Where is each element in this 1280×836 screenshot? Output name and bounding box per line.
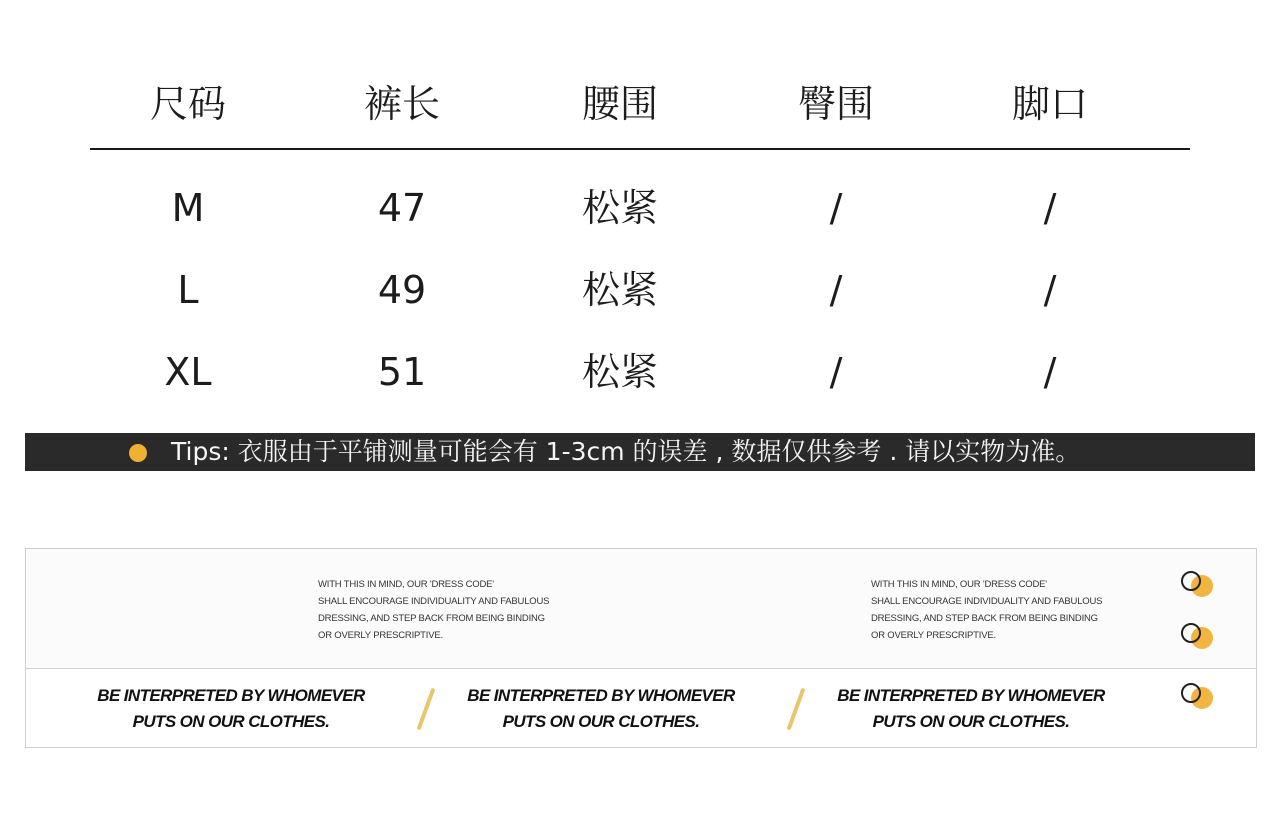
cell-hip: / (829, 350, 843, 394)
cell-length: 47 (377, 186, 427, 230)
cell-hip: / (829, 268, 843, 312)
slogan (821, 683, 1121, 735)
brand-banner (25, 548, 1257, 748)
dress-code-line: OR OVERLY PRESCRIPTIVE. (318, 630, 443, 641)
slogan-line: BE INTERPRETED BY WHOMEVER (97, 686, 365, 705)
cell-size: XL (164, 350, 212, 394)
table-row (90, 176, 1190, 258)
header-divider (90, 148, 1190, 150)
dress-code-line: WITH THIS IN MIND, OUR 'DRESS CODE' (871, 579, 1047, 590)
header-hip: 臀围 (797, 82, 874, 126)
tips-bar (25, 433, 1255, 471)
dress-code-text (318, 576, 549, 644)
rings-logo-icon (1181, 683, 1217, 711)
cell-waist: 松紧 (581, 186, 658, 230)
dress-code-line: OR OVERLY PRESCRIPTIVE. (871, 630, 996, 641)
cell-size: L (177, 268, 199, 312)
dress-code-line: DRESSING, AND STEP BACK FROM BEING BINDING (871, 613, 1098, 624)
header-hem: 脚口 (1011, 82, 1088, 126)
tips-text: Tips: 衣服由于平铺测量可能会有 1-3cm 的误差 , 数据仅供参考 . 请以实物为准。 (171, 437, 1081, 466)
cell-waist: 松紧 (581, 350, 658, 394)
size-table (90, 72, 1190, 394)
header-size: 尺码 (149, 82, 226, 126)
dress-code-line: WITH THIS IN MIND, OUR 'DRESS CODE' (318, 579, 494, 590)
cell-size: M (171, 186, 205, 230)
cell-length: 51 (377, 350, 427, 394)
cell-hem: / (1043, 350, 1057, 394)
rings-logo-icon (1181, 571, 1217, 599)
table-header-row (90, 72, 1190, 148)
table-row (90, 258, 1190, 340)
table-row (90, 340, 1190, 422)
slogan-line: PUTS ON OUR CLOTHES. (502, 712, 700, 731)
slogan-line: PUTS ON OUR CLOTHES. (872, 712, 1070, 731)
bullet-dot-icon (129, 444, 147, 462)
header-length: 裤长 (363, 82, 440, 126)
cell-waist: 松紧 (581, 268, 658, 312)
cell-hem: / (1043, 268, 1057, 312)
banner-top-strip (26, 549, 1256, 669)
slash-divider-icon (417, 688, 436, 731)
slogan (451, 683, 751, 735)
header-waist: 腰围 (581, 82, 658, 126)
cell-length: 49 (377, 268, 427, 312)
dress-code-line: SHALL ENCOURAGE INDIVIDUALITY AND FABULOUS (871, 596, 1103, 607)
slogan-line: BE INTERPRETED BY WHOMEVER (837, 686, 1105, 705)
slogan-line: BE INTERPRETED BY WHOMEVER (467, 686, 735, 705)
slash-divider-icon (787, 688, 806, 731)
cell-hip: / (829, 186, 843, 230)
dress-code-text (871, 576, 1102, 644)
dress-code-line: DRESSING, AND STEP BACK FROM BEING BINDING (318, 613, 545, 624)
table-body (90, 176, 1190, 422)
slogan-line: PUTS ON OUR CLOTHES. (132, 712, 330, 731)
cell-hem: / (1043, 186, 1057, 230)
rings-logo-icon (1181, 623, 1217, 651)
dress-code-line: SHALL ENCOURAGE INDIVIDUALITY AND FABULOUS (318, 596, 550, 607)
slogan (81, 683, 381, 735)
